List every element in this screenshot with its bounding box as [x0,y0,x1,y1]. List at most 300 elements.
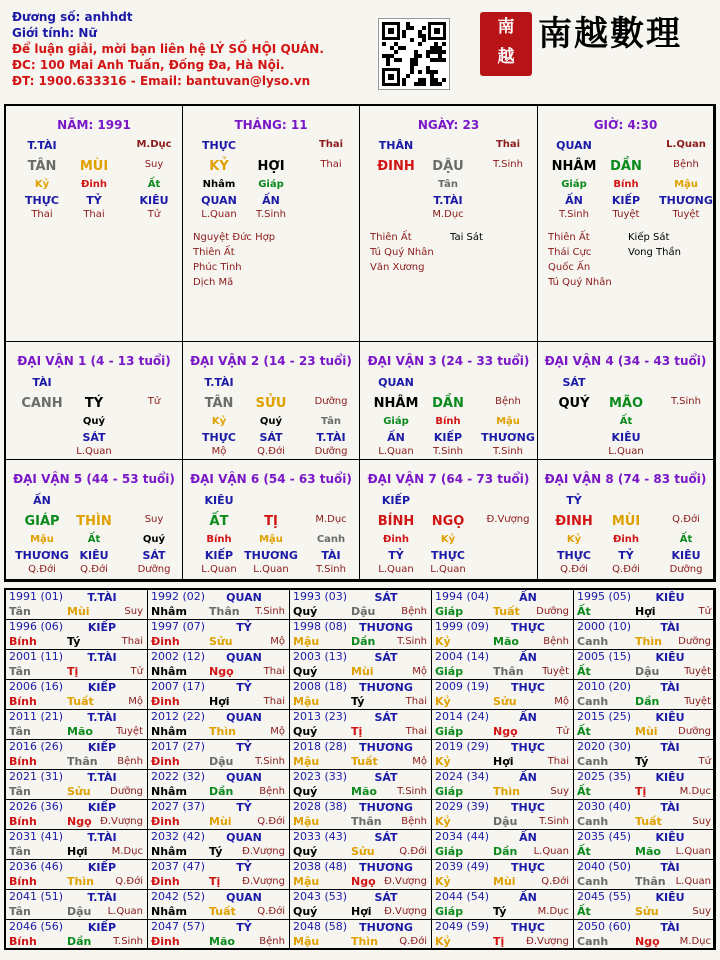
qr-module [382,42,386,46]
year-stem: Quý [293,725,318,738]
year-stem: Canh [577,635,609,648]
year-phase: T.Sinh [397,636,427,647]
pillar-row4-item: KIẾP [204,549,234,562]
star-item: Thiên Ất [193,247,235,258]
year-label: 2034 (44) [435,830,490,843]
year-branch: Dần [493,845,518,858]
pillar-row2-item: DẦN [610,159,642,174]
year-stem: Mậu [293,635,320,648]
year-stem: Đinh [151,875,180,888]
pillar-header: ĐẠI VẬN 6 (54 - 63 tuổi) [190,472,352,486]
year-phase: Dưỡng [678,636,711,647]
pillar-row5-item: T.Sinh [256,209,286,220]
year-stem: Kỷ [435,755,451,768]
year-star: TỶ [236,741,252,754]
year-phase: Thai [405,726,427,737]
pillar-row2-item: T.Sinh [671,396,701,407]
year-phase: Mộ [270,636,285,647]
pillar-row5-item: T.Sinh [316,564,346,575]
year-star: THỰC [511,861,545,874]
year-branch: Mùi [67,605,90,618]
year-branch: Dần [635,695,660,708]
pillar-row5-item: Q.Đới [257,446,285,457]
pillar-row2-item: TÝ [84,396,104,411]
header-line: Giới tính: Nữ [12,26,97,40]
year-cell [6,830,148,860]
pillar-row5-item: T.Sinh [493,446,523,457]
year-cell [574,680,714,710]
pillar-row2-item: ĐINH [555,514,593,529]
pillar-row2-item: Tử [147,396,161,407]
year-label: 2036 (46) [9,860,64,873]
pillar-row2-item: Dưỡng [314,396,348,407]
year-branch: Thân [351,815,382,828]
pillar-row5-item: L.Quan [201,209,237,220]
pillar-row4-item: THƯƠNG [659,194,713,207]
pillar-row1-item: ẤN [33,494,51,507]
year-branch: Thìn [351,935,378,948]
year-star: ẤN [519,651,537,664]
pillar-row5-item: Q.Đới [28,564,56,575]
year-phase: M.Dục [679,786,711,797]
pillar-row3-item: Ất [147,179,161,190]
year-stem: Quý [293,605,318,618]
year-phase: M.Dục [111,846,143,857]
year-cell [148,710,290,740]
year-phase: Đ.Vượng [242,846,285,857]
pillar-header: ĐẠI VẬN 4 (34 - 43 tuổi) [544,354,707,368]
year-cell [574,650,714,680]
pillar-header: THÁNG: 11 [234,118,308,132]
year-branch: Mùi [351,665,374,678]
year-branch: Tuất [67,695,94,708]
year-cell [6,620,148,650]
year-star: ẤN [519,711,537,724]
year-stem: Đinh [151,695,180,708]
calligraphy-title: 南越數理 [538,14,682,54]
dai-van-cell [360,460,538,580]
year-cell [432,680,574,710]
year-phase: Mộ [412,756,427,767]
year-branch: Mão [493,635,519,648]
year-branch: Dậu [67,905,92,918]
pillar-row3-item: Kỷ [440,534,456,545]
year-star: KIÊU [655,771,685,784]
year-branch: Thìn [635,635,662,648]
pillar-row5-item: L.Quan [378,446,414,457]
year-label: 2043 (53) [293,890,348,903]
pillar-row1-item: KIẾP [381,494,411,507]
year-label: 2021 (31) [9,770,64,783]
year-branch: Tý [493,905,507,918]
pillar-header: ĐẠI VẬN 5 (44 - 53 tuổi) [13,472,175,486]
year-star: TỶ [236,621,252,634]
year-label: 1999 (09) [435,620,490,633]
year-phase: Tuyệt [684,696,711,707]
pillar-cell [538,106,714,342]
year-label: 2050 (60) [577,920,632,933]
qr-module [388,74,394,80]
year-branch: Sửu [209,635,233,648]
year-label: 2045 (55) [577,890,632,903]
year-cell [290,620,432,650]
pillar-row4-item: QUAN [201,194,237,207]
dai-van-cell [538,460,714,580]
year-phase: Suy [550,786,569,797]
year-cell [432,860,574,890]
header-line[interactable]: ĐC: 100 Mai Anh Tuấn, Đống Đa, Hà Nội. [12,58,285,72]
year-phase: Q.Đới [399,846,427,857]
pillar-row4-item: ẤN [262,194,280,207]
year-branch: Mão [209,935,235,948]
year-phase: Thai [263,666,285,677]
pillar-cell [6,106,183,342]
pillar-row5-item: Dưỡng [314,446,348,457]
year-branch: Mùi [493,875,516,888]
year-star: KIẾP [87,861,117,874]
year-branch: Sửu [351,845,375,858]
year-star: T.TÀI [87,591,117,604]
pillar-header: ĐẠI VẬN 1 (4 - 13 tuổi) [17,354,171,368]
year-label: 1996 (06) [9,620,64,633]
year-phase: T.Sinh [113,936,143,947]
year-cell [148,770,290,800]
year-cell [432,710,574,740]
pillar-header: ĐẠI VẬN 8 (74 - 83 tuổi) [544,472,707,486]
year-star: KIẾP [87,741,117,754]
pillar-row1-item: Thai [495,139,521,150]
year-cell [290,650,432,680]
year-label: 2037 (47) [151,860,206,873]
year-cell [148,740,290,770]
pillar-row2-item: QUÝ [558,396,590,411]
year-star: THỰC [511,921,545,934]
year-branch: Thân [493,665,524,678]
dai-van-cell [6,342,183,460]
year-phase: L.Quan [675,876,711,887]
year-phase: Tuyệt [116,726,143,737]
year-label: 2028 (38) [293,800,348,813]
header-line[interactable]: ĐT: 1900.633316 - Email: bantuvan@lyso.vn [12,74,311,88]
star-item: Văn Xương [370,262,425,273]
pillar-row4-item: KIÊU [79,549,109,562]
pillar-cell [183,106,360,342]
qr-module [388,28,394,34]
year-star: T.TÀI [87,771,117,784]
qr-module [434,28,440,34]
pillar-row4-item: SÁT [259,431,283,444]
qr-code[interactable] [378,18,450,90]
year-stem: Đinh [151,815,180,828]
year-stem: Giáp [435,605,464,618]
year-star: T.TÀI [87,831,117,844]
year-cell [432,890,574,920]
pillar-row4-item: TỶ [86,194,102,207]
year-star: QUAN [226,891,262,904]
pillar-row5-item: Dưỡng [669,564,703,575]
year-label: 2013 (23) [293,710,348,723]
year-branch: Dần [351,635,376,648]
qr-module [442,58,446,62]
pillar-row2-item: ĐINH [377,159,415,174]
year-star: THỰC [511,801,545,814]
year-label: 2004 (14) [435,650,490,663]
year-stem: Tân [9,725,31,738]
year-cell [6,740,148,770]
year-stem: Canh [577,875,609,888]
pillar-row3-item: Giáp [561,179,587,190]
year-phase: Mộ [554,696,569,707]
year-label: 2012 (22) [151,710,206,723]
year-stem: Mậu [293,935,320,948]
year-cell [574,740,714,770]
year-star: THƯƠNG [359,741,413,754]
pillar-row5-item: Thai [83,209,105,220]
pillar-row4-item: SÁT [142,549,166,562]
year-cell [6,680,148,710]
pillar-row3-item: Giáp [383,416,409,427]
pillar-row2-item: DẬU [432,159,464,174]
pillar-row2-item: Suy [144,159,164,170]
year-cell [148,680,290,710]
year-cell [148,590,290,620]
year-stem: Nhâm [151,665,187,678]
year-stem: Giáp [435,665,464,678]
pillar-row3-item: Kỷ [211,416,227,427]
year-label: 2044 (54) [435,890,490,903]
pillar-row4-item: THỰC [557,549,591,562]
year-cell [574,830,714,860]
year-phase: Tuyệt [542,666,569,677]
year-branch: Thân [209,605,240,618]
pillar-row4-item: KIẾP [611,194,641,207]
year-stem: Kỷ [435,635,451,648]
year-star: TÀI [660,921,680,934]
year-stem: Bính [9,935,37,948]
pillar-row2-item: M.Dục [315,514,347,525]
year-phase: T.Sinh [397,786,427,797]
year-branch: Tý [635,755,649,768]
pillar-row2-item: CANH [21,396,63,411]
year-stem: Mậu [293,815,320,828]
year-stem: Quý [293,845,318,858]
pillar-row5-item: L.Quan [608,446,644,457]
red-seal [480,12,532,76]
year-label: 2032 (42) [151,830,206,843]
year-label: 2030 (40) [577,800,632,813]
pillar-row4-item: THỰC [202,431,236,444]
year-cell [290,920,432,950]
year-cell [290,770,432,800]
pillar-row3-item: Đinh [80,179,108,190]
year-stem: Mậu [293,875,320,888]
dai-van-cell [538,342,714,460]
pillar-row3-item: Đinh [382,534,410,545]
year-star: T.TÀI [87,711,117,724]
year-star: SÁT [374,891,398,904]
year-branch: Dần [209,785,234,798]
pillar-row2-item: NGỌ [431,514,465,529]
year-label: 2009 (19) [435,680,490,693]
year-branch: Tý [351,695,365,708]
pillar-row3-item: Bính [206,534,232,545]
pillar-row2-item: MÙI [611,514,641,529]
pillar-row5-item: L.Quan [76,446,112,457]
year-cell [6,800,148,830]
year-branch: Dần [67,935,92,948]
year-stem: Nhâm [151,845,187,858]
year-branch: Sửu [493,695,517,708]
year-star: THƯƠNG [359,921,413,934]
pillar-row2-item: MÃO [608,396,644,411]
year-label: 2011 (21) [9,710,64,723]
year-branch: Mão [67,725,93,738]
year-star: TỶ [236,921,252,934]
pillar-row2-item: MÙI [79,159,109,174]
qr-module [438,82,442,86]
year-phase: Bệnh [259,936,285,947]
pillar-header: ĐẠI VẬN 7 (64 - 73 tuổi) [367,472,530,486]
year-label: 2018 (28) [293,740,348,753]
qr-module [418,54,422,58]
year-star: THỰC [511,681,545,694]
year-label: 2016 (26) [9,740,64,753]
year-label: 2002 (12) [151,650,206,663]
pillar-row5-item: L.Quan [430,564,466,575]
year-stem: Quý [293,785,318,798]
year-branch: Ngọ [209,665,234,678]
year-label: 2015 (25) [577,710,632,723]
year-branch: Thìn [209,725,236,738]
year-star: KIÊU [655,591,685,604]
star-item: Thái Cực [548,247,592,258]
year-cell [290,590,432,620]
year-cell [574,620,714,650]
pillar-row3-item: Giáp [258,179,284,190]
pillar-row5-item: Tuyệt [612,209,640,220]
year-cell [574,890,714,920]
pillar-row1-item: T.TÀI [27,139,57,152]
year-star: TÀI [660,741,680,754]
year-star: TỶ [236,861,252,874]
dai-van-cell [360,342,538,460]
pillar-row1-item: L.Quan [666,139,706,150]
year-phase: Q.Đới [257,906,285,917]
year-label: 2026 (36) [9,800,64,813]
pillar-row4-item: ẤN [565,194,583,207]
year-branch: Hợi [67,845,88,858]
year-phase: Suy [124,606,143,617]
year-star: THƯƠNG [359,861,413,874]
star-item: Tai Sát [450,232,483,243]
year-phase: Đ.Vượng [100,816,143,827]
year-label: 2047 (57) [151,920,206,933]
pillar-row5-item: L.Quan [201,564,237,575]
year-label: 2006 (16) [9,680,64,693]
pillar-row1-item: Thai [318,139,344,150]
pillar-row3-item: Tân [321,416,341,427]
pillar-row1-item: KIÊU [204,494,234,507]
pillar-row3-item: Quý [259,416,283,427]
year-star: QUAN [226,771,262,784]
year-stem: Tân [9,665,31,678]
year-stem: Ất [577,785,591,798]
year-phase: Thai [121,636,143,647]
pillar-row4-item: TỶ [388,549,404,562]
year-star: TÀI [660,681,680,694]
year-stem: Ất [577,605,591,618]
year-label: 2000 (10) [577,620,632,633]
year-star: ẤN [519,831,537,844]
pillar-row5-item: T.Sinh [559,209,589,220]
year-cell [6,890,148,920]
year-cell [432,620,574,650]
year-label: 2005 (15) [577,650,632,663]
pillar-row2-item: Bệnh [673,159,699,170]
year-star: KIẾP [87,621,117,634]
year-stem: Giáp [435,845,464,858]
qr-module [402,46,406,50]
year-phase: Đ.Vượng [384,906,427,917]
year-star: SÁT [374,711,398,724]
star-item: Tú Quý Nhân [370,247,434,258]
year-cell [290,890,432,920]
qr-module [410,70,414,74]
year-branch: Tị [67,665,79,678]
header-line: Đương số: anhhdt [12,10,133,24]
qr-module [402,82,406,86]
year-branch: Dậu [635,665,660,678]
pillar-row2-item: ẤT [209,514,229,529]
four-pillars-grid [4,104,716,582]
year-cell [574,920,714,950]
pillar-row3-item: Ất [87,534,101,545]
pillar-row2-item: SỬU [255,396,287,411]
year-label: 2003 (13) [293,650,348,663]
star-item: Dịch Mã [193,277,234,288]
header-line: Để luận giải, mời bạn liên hệ LÝ SỐ HỘI QUÁN. [12,42,324,56]
pillar-header: GIỜ: 4:30 [593,118,658,132]
year-cell [148,920,290,950]
year-stem: Tân [9,845,31,858]
year-label: 2020 (30) [577,740,632,753]
year-phase: Tử [556,726,569,737]
year-phase: Thai [263,696,285,707]
year-branch: Dậu [493,815,518,828]
year-stem: Bính [9,875,37,888]
year-stem: Tân [9,785,31,798]
year-label: 2001 (11) [9,650,64,663]
qr-module [398,58,402,62]
year-star: THƯƠNG [359,681,413,694]
pillar-row1-item: QUAN [378,376,414,389]
pillar-row5-item: L.Quan [378,564,414,575]
pillar-cell [360,106,538,342]
qr-module [422,38,426,42]
year-branch: Hợi [493,755,514,768]
year-star: SÁT [374,651,398,664]
year-phase: Dưỡng [110,786,143,797]
year-branch: Tý [209,845,223,858]
year-star: KIÊU [655,891,685,904]
year-phase: Đ.Vượng [242,876,285,887]
year-label: 2046 (56) [9,920,64,933]
year-stem: Giáp [435,725,464,738]
year-phase: L.Quan [533,846,569,857]
star-item: Thiên Ất [548,232,590,243]
pillar-row1-item: QUAN [556,139,592,152]
year-phase: Mộ [412,666,427,677]
